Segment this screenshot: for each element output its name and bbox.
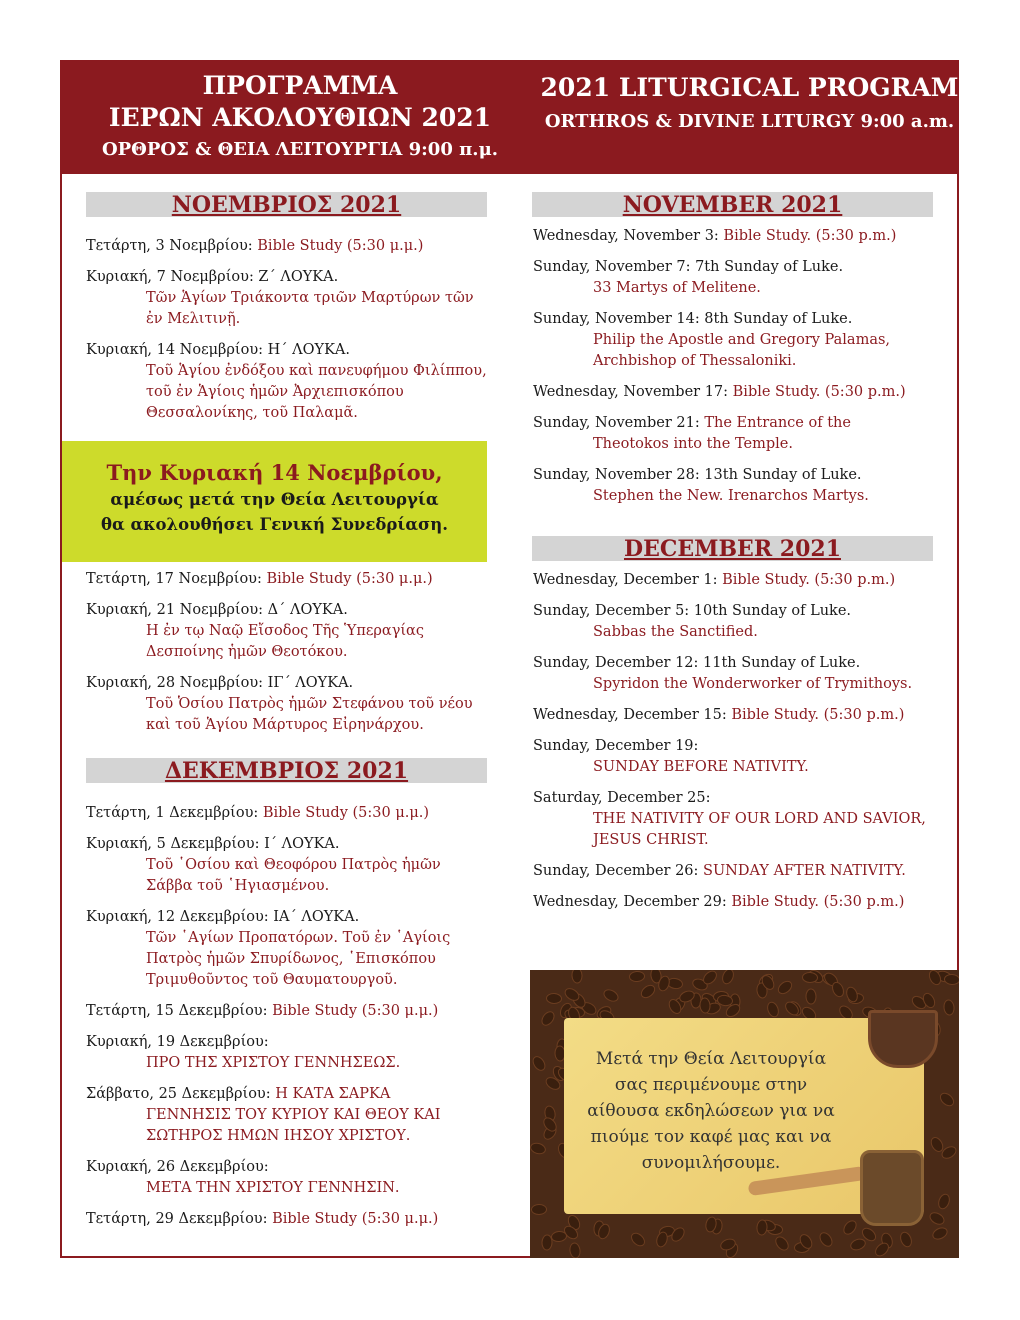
coffee-bean-icon [773, 1234, 792, 1253]
schedule-entry [533, 257, 943, 299]
schedule-entry [86, 834, 491, 897]
greek-november-list-b [86, 569, 491, 746]
schedule-entry [86, 267, 491, 330]
entry-description: 33 Martys of Melitene. [593, 280, 761, 296]
general-assembly-callout [62, 441, 487, 562]
entry-event: Bible Study. (5:30 p.m.) [732, 384, 906, 400]
coffee-bean-icon [602, 986, 621, 1003]
entry-date: Τετάρτη, 1 Δεκεμβρίου: [86, 805, 263, 821]
entry-description: Τοῦ ῾Οσίου καὶ Θεοφόρου Πατρὸς ἡμῶν Σάββα τοῦ ῾Ηγιασμένου. [146, 857, 441, 894]
entry-description: ΓΕΝΝΗΣΙΣ ΤΟΥ ΚΥΡΙΟΥ ΚΑΙ ΘΕΟΥ ΚΑΙ ΣΩΤΗΡΟΣ ΗΜΩΝ ΙΗΣΟΥ ΧΡΙΣΤΟΥ. [146, 1107, 441, 1144]
schedule-entry [86, 673, 491, 736]
header-banner [60, 60, 959, 174]
schedule-entry [86, 803, 491, 824]
entry-description: ΜΕΤΑ ΤΗΝ ΧΡΙΣΤΟΥ ΓΕΝΝΗΣΙΝ. [146, 1180, 400, 1196]
entry-description: Sabbas the Sanctified. [593, 624, 758, 640]
entry-date: Wednesday, December 29: [533, 894, 732, 910]
entry-event: Bible Study. (5:30 p.m.) [722, 572, 896, 588]
coffee-bean-icon [628, 1230, 647, 1249]
coffee-bean-icon [539, 1009, 557, 1028]
schedule-entry [86, 1157, 491, 1199]
entry-event: Bible Study (5:30 μ.μ.) [266, 571, 433, 587]
entry-date: Κυριακή, 19 Δεκεμβρίου: [86, 1034, 269, 1050]
entry-date: Wednesday, November 17: [533, 384, 733, 400]
schedule-entry [533, 892, 943, 913]
callout-line2: αμέσως μετά την Θεία Λειτουργία [110, 490, 439, 509]
coffee-bean-icon [720, 970, 736, 986]
entry-date: Sunday, December 5: 10th Sunday of Luke. [533, 603, 852, 619]
coffee-bean-icon [805, 989, 816, 1005]
entry-date: Sunday, December 12: 11th Sunday of Luke. [533, 655, 861, 671]
entry-date: Sunday, December 19: [533, 738, 699, 754]
english-november-list [533, 226, 943, 517]
schedule-entry [533, 861, 943, 882]
greek-title-line1: ΠΡΟΓΡΑΜΜΑ [202, 71, 398, 100]
coffee-image [530, 970, 959, 1258]
entry-event: Bible Study. (5:30 p.m.) [731, 894, 905, 910]
coffee-bean-icon [927, 1210, 946, 1228]
entry-description: ΠΡΟ ΤΗΣ ΧΡΙΣΤΟΥ ΓΕΝΝΗΣΕΩΣ. [146, 1055, 401, 1071]
callout-line3: θα ακολουθήσει Γενική Συνεδρίαση. [101, 515, 448, 534]
english-december-heading: DECEMBER 2021 [532, 536, 933, 561]
entry-event: Bible Study (5:30 μ.μ.) [272, 1003, 439, 1019]
entry-date: Σάββατο, 25 Δεκεμβρίου: [86, 1086, 276, 1102]
entry-description: Philip the Apostle and Gregory Palamas, Archbishop of Thessaloniki. [593, 332, 891, 369]
coffee-bean-icon [775, 978, 794, 997]
english-december-list [533, 570, 943, 923]
entry-date: Τετάρτη, 3 Νοεμβρίου: [86, 238, 258, 254]
entry-description: Spyridon the Wonderworker of Trymithoys. [593, 676, 913, 692]
coffee-bean-icon [571, 970, 583, 984]
schedule-entry [533, 309, 943, 372]
schedule-entry [86, 1084, 491, 1147]
entry-description: Τοῦ Ὁσίου Πατρὸς ἡμῶν Στεφάνου τοῦ νέου καὶ τοῦ Ἁγίου Μάρτυρος Εἰρηνάρχου. [146, 696, 473, 733]
entry-description: Τοῦ Ἁγίου ἐνδόξου καὶ πανευφήμου Φιλίππου, τοῦ ἐν Ἁγίοις ἡμῶν Ἀρχιεπισκόπου Θεσσαλονίκης, τοῦ Παλαμᾶ. [146, 363, 487, 421]
entry-event: Bible Study. (5:30 p.m.) [723, 228, 897, 244]
entry-date: Wednesday, November 3: [533, 228, 724, 244]
entry-date: Τετάρτη, 15 Δεκεμβρίου: [86, 1003, 273, 1019]
entry-event: Η ΚΑΤΑ ΣΑΡΚΑ [275, 1086, 391, 1102]
entry-date: Κυριακή, 12 Δεκεμβρίου: ΙΑ΄ ΛΟΥΚΑ. [86, 909, 360, 925]
coffee-bean-icon [849, 1237, 868, 1253]
schedule-entry [86, 600, 491, 663]
schedule-entry [86, 1209, 491, 1230]
entry-event: Bible Study (5:30 μ.μ.) [262, 805, 430, 821]
coffee-bean-icon [765, 1001, 781, 1020]
coffee-bean-icon [756, 1219, 768, 1236]
schedule-entry [533, 382, 943, 403]
entry-date: Κυριακή, 28 Νοεμβρίου: ΙΓ΄ ΛΟΥΚΑ. [86, 675, 354, 691]
coffee-bean-icon [569, 1242, 582, 1258]
greek-title-line3: ΟΡΘΡΟΣ & ΘΕΙΑ ΛΕΙΤΟΥΡΓΙΑ 9:00 π.μ. [101, 139, 499, 160]
entry-description: Η ἐν τῳ Ναῷ Εἴσοδος Τῆς Ὑπεραγίας Δεσποίνης ἡμῶν Θεοτόκου. [146, 623, 424, 660]
coffee-bean-icon [531, 1204, 547, 1215]
schedule-entry [86, 907, 491, 991]
entry-date: Κυριακή, 7 Νοεμβρίου: Ζ΄ ΛΟΥΚΑ. [86, 269, 339, 285]
coffee-bean-icon [817, 1230, 835, 1249]
greek-november-heading: ΝΟΕΜΒΡΙΟΣ 2021 [86, 192, 487, 217]
greek-title [60, 70, 540, 165]
entry-date: Sunday, November 14: 8th Sunday of Luke. [533, 311, 853, 327]
entry-event: Bible Study. (5:30 p.m.) [731, 707, 905, 723]
schedule-entry [86, 236, 491, 257]
entry-date: Sunday, November 7: 7th Sunday of Luke. [533, 259, 844, 275]
entry-date: Sunday, November 21: [533, 415, 705, 431]
entry-event: The Entrance of the [704, 415, 851, 431]
entry-date: Κυριακή, 21 Νοεμβρίου: Δ΄ ΛΟΥΚΑ. [86, 602, 348, 618]
greek-november-list-a [86, 236, 491, 434]
schedule-entry [86, 569, 491, 590]
schedule-entry [533, 736, 943, 778]
greek-december-list [86, 803, 491, 1240]
coffee-bean-icon [545, 992, 562, 1004]
entry-description: Τῶν Ἁγίων Τριάκοντα τριῶν Μαρτύρων τῶν ἐν Μελιτινῇ. [146, 290, 474, 327]
schedule-entry [86, 1001, 491, 1022]
english-title-line2: ORTHROS & DIVINE LITURGY 9:00 a.m. [544, 111, 955, 132]
entry-date: Sunday, December 26: [533, 863, 704, 879]
callout-line1: Την Κυριακή 14 Νοεμβρίου, [106, 460, 443, 485]
coffee-bean-icon [936, 1193, 952, 1212]
schedule-entry [533, 705, 943, 726]
coffee-bean-icon [841, 1218, 860, 1237]
schedule-entry [533, 226, 943, 247]
schedule-entry [533, 570, 943, 591]
coffee-bean-icon [550, 1230, 567, 1243]
entry-date: Sunday, November 28: 13th Sunday of Luke. [533, 467, 862, 483]
greek-december-heading: ΔΕΚΕΜΒΡΙΟΣ 2021 [86, 758, 487, 783]
entry-event: Bible Study (5:30 μ.μ.) [257, 238, 424, 254]
coffee-bean-icon [530, 1142, 548, 1157]
coffee-bean-icon [638, 982, 657, 1001]
schedule-entry [533, 413, 943, 455]
english-november-heading: NOVEMBER 2021 [532, 192, 933, 217]
schedule-entry [86, 1032, 491, 1074]
schedule-entry [533, 601, 943, 643]
entry-description: Τῶν ῾Αγίων Προπατόρων. Τοῦ ἐν ῾Αγίοις Πατρὸς ἡμῶν Σπυρίδωνος, ῾Επισκόπου Τριμυθοῦντος τοῦ Θαυματουργοῦ. [146, 930, 451, 988]
entry-date: Κυριακή, 5 Δεκεμβρίου: Ι΄ ΛΟΥΚΑ. [86, 836, 340, 852]
schedule-entry [86, 340, 491, 424]
coffee-cup-icon [868, 1010, 938, 1068]
entry-description: Stephen the New. Irenarchos Martys. [593, 488, 869, 504]
coffee-bean-icon [801, 972, 818, 984]
entry-date: Τετάρτη, 17 Νοεμβρίου: [86, 571, 267, 587]
coffee-bean-icon [944, 973, 959, 985]
coffee-bean-icon [943, 999, 956, 1016]
entry-event: Bible Study (5:30 μ.μ.) [272, 1211, 439, 1227]
coffee-bean-icon [629, 970, 646, 982]
entry-date: Wednesday, December 1: [533, 572, 723, 588]
schedule-entry [533, 465, 943, 507]
coffee-bean-icon [930, 1225, 949, 1242]
english-title-line1: 2021 LITURGICAL PROGRAM [540, 73, 959, 102]
entry-date: Saturday, December 25: [533, 790, 711, 806]
entry-event: SUNDAY AFTER NATIVITY. [703, 863, 906, 879]
schedule-entry [533, 788, 943, 851]
schedule-entry [533, 653, 943, 695]
coffee-bean-icon [898, 1230, 914, 1249]
greek-title-line2: ΙΕΡΩΝ ΑΚΟΛΟΥΘΙΩΝ 2021 [108, 103, 492, 132]
coffee-bean-icon [937, 1090, 956, 1109]
entry-description: THE NATIVITY OF OUR LORD AND SAVIOR, JESUS CHRIST. [593, 811, 926, 848]
entry-date: Wednesday, December 15: [533, 707, 732, 723]
english-title [540, 70, 959, 138]
entry-date: Κυριακή, 26 Δεκεμβρίου: [86, 1159, 269, 1175]
coffee-pot-icon [860, 1150, 924, 1226]
entry-description: SUNDAY BEFORE NATIVITY. [593, 759, 809, 775]
coffee-note: Μετά την Θεία Λειτουργία σας περιμένουμε στην αίθουσα εκδηλώσεων για να πιούμε τον καφέ μας και να συνομιλήσουμε. [587, 1049, 835, 1173]
coffee-bean-icon [829, 980, 846, 999]
entry-date: Τετάρτη, 29 Δεκεμβρίου: [86, 1211, 273, 1227]
entry-description: Theotokos into the Temple. [593, 436, 793, 452]
entry-date: Κυριακή, 14 Νοεμβρίου: Η΄ ΛΟΥΚΑ. [86, 342, 351, 358]
coffee-bean-icon [530, 1054, 548, 1073]
